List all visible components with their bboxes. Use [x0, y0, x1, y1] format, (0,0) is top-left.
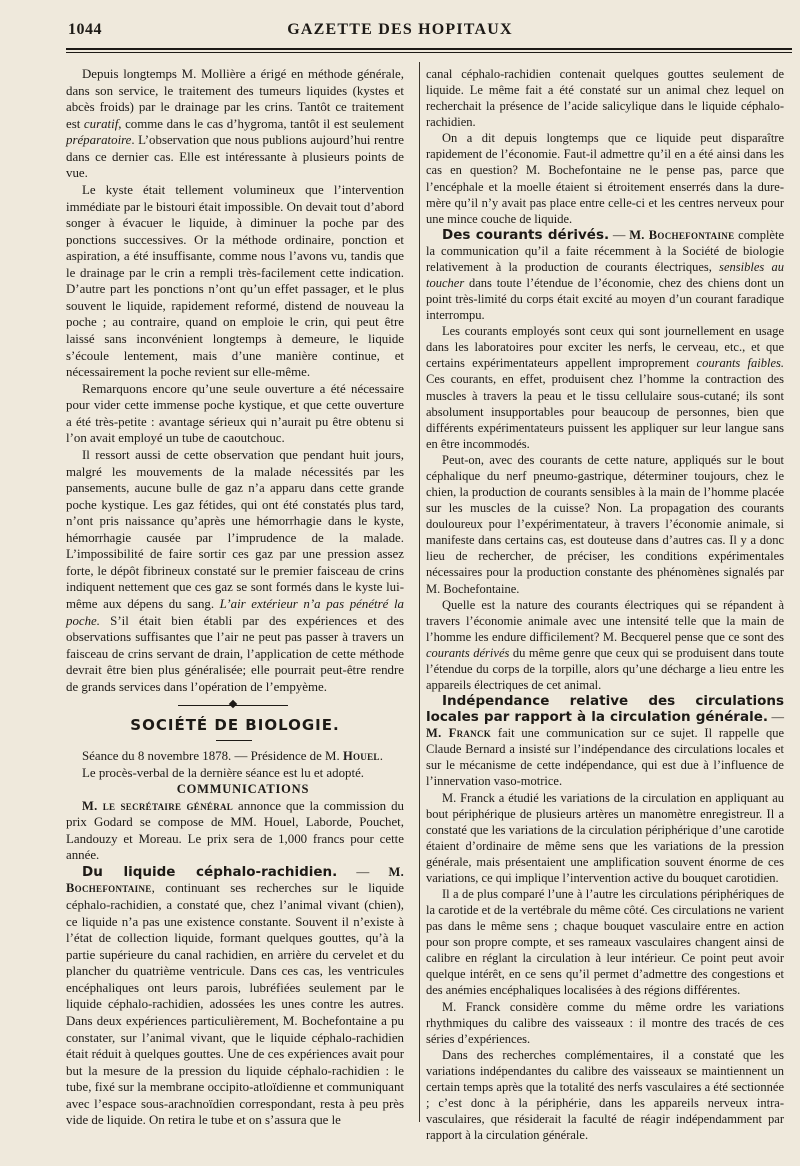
page-header — [0, 21, 800, 51]
paragraph: M. Franck considère comme du même ordre les variations rhythmiques du calibre des vaisseaux : il montre des tracés de ces séries d’expériences. — [426, 999, 784, 1046]
page-number: 1044 — [68, 21, 102, 38]
paragraph: Dans des recherches complémentaires, il a constaté que les variations indépendantes du calibre des vaisseaux se maintiennent un certain temps après que la totalité des nerfs vasculaires a été sectionnée ; c’est donc à la périphérie, dans les appareils nerveux intra-vasculaires, que résiderait la faculté de réagir indépendamment par rapport à la circulation générale. — [426, 1047, 784, 1143]
paragraph: Le kyste était tellement volumineux que l’intervention immédiate par le bistouri était impossible. On devait tout d’abord songer à évacuer le liquide, à diminuer la poche par des ponctions successives. Or la méthode ordinaire, ponction et aspiration, a été insuffisante, comme nous l’avons vu, tandis que le drainage par le crin a rempli très-facilement cette indication. D’autre part les ponctions n’ont qu’un effet passager, et le plus souvent le liquide, rapidement reformé, distend de nouveau la poche ; au contraire, quand on emploie le crin, qui peut être laissé sans inconvénient longtemps à demeure, le liquide s’écoule lentement, mais d’une manière continue, et nécessairement la poche revient sur elle-même. — [66, 182, 404, 380]
journal-title: GAZETTE DES HOPITAUX — [287, 21, 513, 38]
paragraph: Remarquons encore qu’une seule ouverture a été nécessaire pour vider cette immense poche kystique, et que cette ouverture a été très-petite : avantage sérieux qui n’aurait pu être obtenu si l’on avait employé un tube de caoutchouc. — [66, 381, 404, 446]
paragraph: Peut-on, avec des courants de cette nature, appliqués sur le bout céphalique du nerf pneumo-gastrique, déterminer toujours, chez le chien, la production de courants sensibles à la main de l’homme placée sur les muscles de la cuisse? Non. La propagation des courants douloureux pour l’expérimentateur, à travers l’économie animale, si manifeste dans certains cas, est douteuse dans d’autres cas. Il y a donc lieu de rechercher, de préciser, les conditions expérimentales nécessaires pour la production constante des phénomènes signalés par M. Bochefontaine. — [426, 452, 784, 596]
proces-verbal: Le procès-verbal de la dernière séance est lu et adopté. — [82, 765, 365, 780]
section-separator — [66, 695, 404, 717]
paragraph: M. Franck a étudié les variations de la circulation en appliquant au bout périphérique de plusieurs artères un manomètre enregistreur. Il a constaté que les variations de la circulation périphérique d’une carotide étaient d’ordinaire de même sens que les variations de la pression générale, mais présentaient une amplification souvent énorme de ces variations, ce qui implique l’intervention active du bouquet carotidien. — [426, 790, 784, 885]
left-column — [66, 66, 404, 1129]
header-rule — [66, 48, 792, 50]
paragraph: On a dit depuis longtemps que ce liquide peut disparaître rapidement de l’économie. Faut-il admettre qu’il en a été ainsi dans les cas en question? M. Bochefontaine ne le pense pas, parce que l’encéphale et la moelle étaient si étroitement enserrés dans la dure-mère qu’il n’y avait pas place entre celle-ci et les centres nerveux pour une mince couche de liquide. — [426, 131, 784, 226]
paragraph: Il ressort aussi de cette observation que pendant huit jours, malgré les mouvements de la malade nécessités par les pansements, aucune bulle de gaz n’a apparu dans cette grande poche kystique. Les gaz fétides, qui ont été constatés plus tard, n’ont pris naissance qu’après une hémorrhagie dans le kyste, hémorrhagie causée par l’imprudence de la malade. L’impossibilité de faire sortir ces gaz par une pression assez forte, le dépôt fibrineux constaté sur le premier faisceau de crins indiquent nettement que ces gaz se sont formés dans le kyste lui-même aux dépens du sang. L’air extérieur n’a pas pénétré la poche. S’il était bien établi par des expériences et des observations suffisantes que l’air ne peut pas passer à travers un faisceau de crins servant de drain, l’application de cette méthode devrait être bien plus généralisée; elle pourrait peut-être rendre de grands services dans l’opération de l’empyème. — [66, 447, 405, 694]
paragraph: Les courants employés sont ceux qui sont journellement en usage dans les laboratoires pour exciter les nerfs, le cerveau, etc., et que certains expérimentateurs appellent improprement courants faibles. Ces courants, en effet, produisent chez l’homme la contraction des muscles à travers la peau et le tissu cellulaire sous-cutané; ils sont absolument insupportables pour beaucoup de personnes, bien que différents expérimentateurs puissent les appliquer sur leur langue sans en être incommodés. — [426, 324, 784, 451]
paragraph: Du liquide céphalo-rachidien. — M. Bochefontaine, continuant ses recherches sur le liquide céphalo-rachidien, a constaté que, chez l’animal vivant (chien), ce liquide n’a pas une existence constante. Souvent il n’existe à l’état de collection liquide, formant quelques gouttes, qu’à la partie supérieure du canal rachidien, en arrière du cervelet et du plancher du quatrième ventricule. Dans ces cas, les ventricules encéphaliques ont leurs parois, lubréfiées seulement par le liquide céphalo-rachidien, adossées les unes contre les autres. Dans deux expériences particulièrement, M. Bochefontaine a pu constater, sur l’animal vivant, que le liquide céphalo-rachidien était réduit à quelques gouttes. Une de ces expériences avait pour but la mesure de la pression du liquide céphalo-rachidien : le tube, fixé sur la membrane occipito-atloïdienne et communiquant avec l’espace sous-arachnoïdien correspondant, resta à peu près vide de liquide. On retira le tube et on s’assura que le — [66, 863, 404, 1128]
paragraph: Indépendance relative des circulations locales par rapport à la circulation générale. — M. Franck fait une communication sur ce sujet. Il rappelle que Claude Bernard a insisté sur l’indépendance des circulations locales et sur le mécanisme de cette indépendance, qui est due à l’influence de l’innervation vaso-motrice. — [426, 693, 784, 789]
seance-line: Séance du 8 novembre 1878. — Présidence de M. Houel. — [82, 748, 383, 763]
paragraph: M. le secrétaire général annonce que la commission du prix Godard se compose de MM. Houel, Laborde, Pouchet, Landouzy et Moreau. Le prix sera de 1,000 francs pour cette année. — [66, 798, 404, 863]
paragraph: canal céphalo-rachidien contenait quelques gouttes seulement de liquide. Le même fait a été constaté sur un animal chez lequel on recherchait la présence de l’acide salicylique dans le liquide céphalo-rachidien. — [426, 67, 784, 130]
communications-heading: COMMUNICATIONS — [176, 782, 310, 797]
paragraph: Il a de plus comparé l’une à l’autre les circulations périphériques de la carotide et de la vertébrale du même côté. Ces circulations ne varient pas dans le même sens ; chaque bouquet vasculaire entre en action pour son propre compte, et ses rameaux vasculaires changent ainsi de calibre en réglant la circulation à leur intérieur. Ce point peut avoir quelque intérêt, en ce sens qu’il permet d’admettre des congestions et des anémies encéphaliques localisées à des régions différentes. — [426, 886, 784, 998]
paragraph: Des courants dérivés. — M. Bochefontaine complète la communication qu’il a faite récemment à la Société de biologie relativement à la production de courants électriques, sensibles au toucher dans toute l’étendue de l’économie, chez des chiens dont un point très-limité du corps était excité au moyen d’un courant faradique interrompu. — [426, 226, 784, 323]
section-title: SOCIÉTÉ DE BIOLOGIE. — [130, 716, 340, 735]
paragraph: Depuis longtemps M. Mollière a érigé en méthode générale, dans son service, le traitement des tumeurs liquides (kystes et abcès froids) par le drainage par les crins. Tantôt ce traitement est curatif, comme dans le cas d’hygroma, tantôt il est seulement préparatoire. L’observation que nous publions aujourd’hui rentre dans ce dernier cas. Elle est intéressante à plusieurs points de vue. — [66, 67, 404, 181]
column-divider — [419, 62, 420, 1122]
short-rule — [66, 734, 404, 748]
paragraph: Quelle est la nature des courants électriques qui se répandent à travers l’économie animale avec une intensité telle que la main de l’homme les endure difficilement? M. Becquerel pense que ce sont des courants dérivés du même genre que ceux qui se produisent dans toute l’étendue du corps de la torpille, alors qu’une décharge a lieu entre les appareils électriques de cet animal. — [426, 597, 784, 692]
right-column — [426, 66, 784, 1143]
header-rule-thin — [66, 52, 792, 53]
